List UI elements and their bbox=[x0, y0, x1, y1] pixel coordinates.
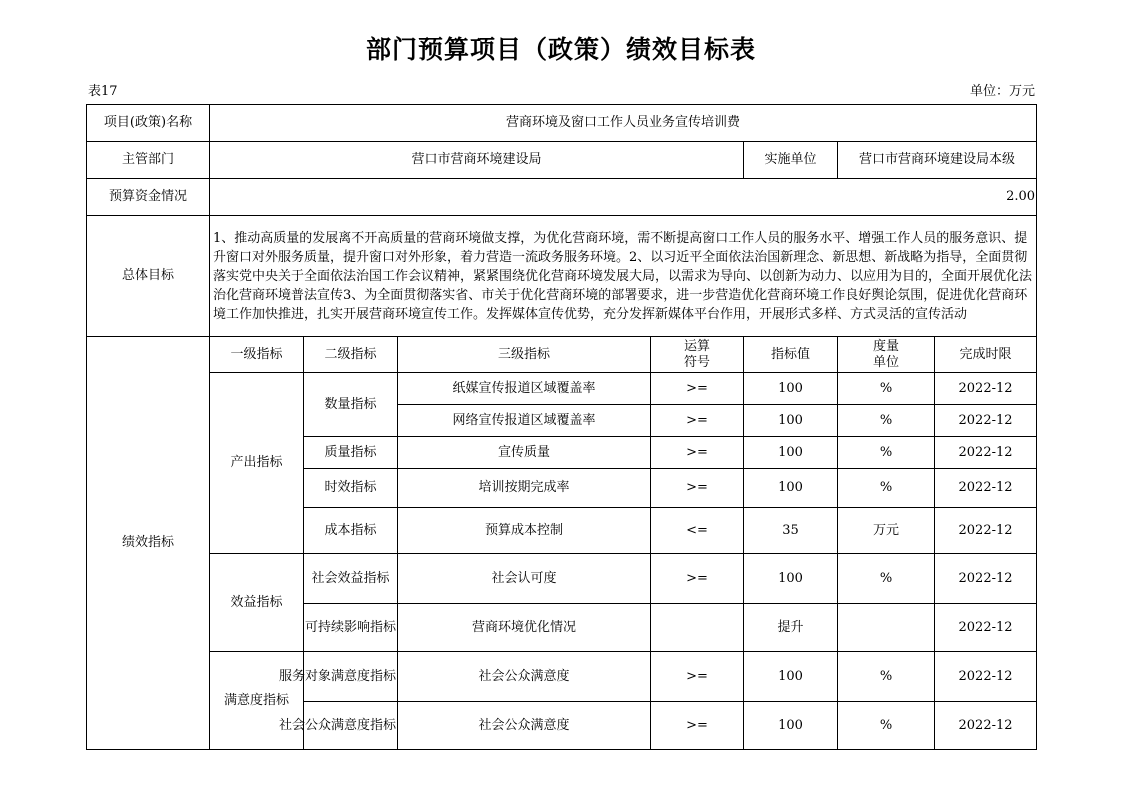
operator-cell: >= bbox=[651, 652, 744, 702]
subgroup-quality: 质量指标 bbox=[304, 437, 398, 469]
deadline-cell: 2022-12 bbox=[935, 508, 1037, 554]
deadline-cell: 2022-12 bbox=[935, 702, 1037, 750]
implementing-unit-label: 实施单位 bbox=[744, 142, 838, 179]
header-value: 指标值 bbox=[744, 337, 838, 373]
operator-cell: >= bbox=[651, 373, 744, 405]
unit-cell: % bbox=[838, 405, 935, 437]
subgroup-social-benefit: 社会效益指标 bbox=[304, 554, 398, 604]
level3-cell: 纸媒宣传报道区域覆盖率 bbox=[398, 373, 651, 405]
budget-label: 预算资金情况 bbox=[87, 179, 210, 216]
level3-cell: 宣传质量 bbox=[398, 437, 651, 469]
level3-cell: 社会公众满意度 bbox=[398, 702, 651, 750]
header-operator: 运算 符号 bbox=[651, 337, 744, 373]
level3-cell: 社会公众满意度 bbox=[398, 652, 651, 702]
value-cell: 100 bbox=[744, 652, 838, 702]
value-cell: 100 bbox=[744, 554, 838, 604]
operator-cell bbox=[651, 604, 744, 652]
subgroup-service-satisfaction-text: 服务对象满意度指标 bbox=[278, 668, 396, 684]
level3-cell: 营商环境优化情况 bbox=[398, 604, 651, 652]
subgroup-service-satisfaction bbox=[278, 652, 398, 702]
header-unit: 度量 单位 bbox=[838, 337, 935, 373]
value-cell: 100 bbox=[744, 437, 838, 469]
deadline-cell: 2022-12 bbox=[935, 405, 1037, 437]
value-cell: 100 bbox=[744, 405, 838, 437]
operator-cell: >= bbox=[651, 437, 744, 469]
header-deadline: 完成时限 bbox=[935, 337, 1037, 373]
table-row bbox=[87, 554, 1037, 604]
level3-cell: 网络宣传报道区域覆盖率 bbox=[398, 405, 651, 437]
deadline-cell: 2022-12 bbox=[935, 604, 1037, 652]
project-name-value: 营商环境及窗口工作人员业务宣传培训费 bbox=[210, 105, 1037, 142]
unit-cell bbox=[838, 604, 935, 652]
value-cell: 提升 bbox=[744, 604, 838, 652]
value-cell: 35 bbox=[744, 508, 838, 554]
performance-target-table bbox=[86, 104, 1037, 750]
unit-cell: % bbox=[838, 373, 935, 405]
group-benefit: 效益指标 bbox=[210, 554, 304, 652]
group-output: 产出指标 bbox=[210, 373, 304, 554]
subgroup-public-satisfaction bbox=[278, 702, 398, 750]
level3-cell: 预算成本控制 bbox=[398, 508, 651, 554]
page-title: 部门预算项目（政策）绩效目标表 bbox=[365, 35, 756, 64]
deadline-cell: 2022-12 bbox=[935, 437, 1037, 469]
unit-cell: % bbox=[838, 702, 935, 750]
department-value: 营口市营商环境建设局 bbox=[210, 142, 744, 179]
table-row bbox=[87, 652, 1037, 702]
unit-cell: % bbox=[838, 437, 935, 469]
operator-cell: <= bbox=[651, 508, 744, 554]
department-label: 主管部门 bbox=[87, 142, 210, 179]
operator-cell: >= bbox=[651, 702, 744, 750]
table-number: 表17 bbox=[88, 84, 118, 99]
budget-row bbox=[87, 179, 1037, 216]
project-name-label: 项目(政策)名称 bbox=[87, 105, 210, 142]
overall-goal-row bbox=[87, 216, 1037, 337]
budget-value: 2.00 bbox=[210, 179, 1037, 216]
value-cell: 100 bbox=[744, 373, 838, 405]
overall-goal-label: 总体目标 bbox=[87, 216, 210, 337]
header-level2: 二级指标 bbox=[304, 337, 398, 373]
performance-indicator-label: 绩效指标 bbox=[87, 337, 210, 750]
project-name-row bbox=[87, 105, 1037, 142]
overall-goal-text: 1、推动高质量的发展离不开高质量的营商环境做支撑，为优化营商环境，需不断提高窗口工作人员的服务水平、增强工作人员的服务意识、提升窗口对外服务质量，提升窗口对外形象，着力营造一流政务服务环境。2、以习近平全面依法治国新理念、新思想、新战略为指导，全面贯彻落实党中央关于全面依法治国工作会议精神，紧紧围绕优化营商环境发展大局，以需求为导向、以创新为动力、以应用为目的，全面开展优化法治化营商环境普法宣传3、为全面贯彻落实省、市关于优化营商环境的部署要求，进一步营造优化营商环境工作良好舆论氛围，促进优化营商环境工作加快推进，扎实开展营商环境宣传工作。发挥媒体宣传优势，充分发挥新媒体平台作用，开展形式多样、方式灵活的宣传活动 bbox=[210, 216, 1037, 337]
subgroup-cost: 成本指标 bbox=[304, 508, 398, 554]
header-level1: 一级指标 bbox=[210, 337, 304, 373]
deadline-cell: 2022-12 bbox=[935, 373, 1037, 405]
subgroup-timeliness: 时效指标 bbox=[304, 469, 398, 508]
value-cell: 100 bbox=[744, 702, 838, 750]
unit-label: 单位：万元 bbox=[969, 84, 1035, 99]
deadline-cell: 2022-12 bbox=[935, 469, 1037, 508]
implementing-unit-value: 营口市营商环境建设局本级 bbox=[838, 142, 1037, 179]
header-level3: 三级指标 bbox=[398, 337, 651, 373]
operator-cell: >= bbox=[651, 554, 744, 604]
unit-cell: 万元 bbox=[838, 508, 935, 554]
table-row bbox=[87, 373, 1037, 405]
subgroup-quantity: 数量指标 bbox=[304, 373, 398, 437]
group-satisfaction: 满意度指标 bbox=[210, 652, 304, 750]
deadline-cell: 2022-12 bbox=[935, 554, 1037, 604]
operator-cell: >= bbox=[651, 469, 744, 508]
subgroup-public-satisfaction-text: 社会公众满意度指标 bbox=[278, 717, 396, 733]
deadline-cell: 2022-12 bbox=[935, 652, 1037, 702]
operator-cell: >= bbox=[651, 405, 744, 437]
subgroup-sustainability: 可持续影响指标 bbox=[304, 604, 398, 652]
indicator-header-row bbox=[87, 337, 1037, 373]
unit-cell: % bbox=[838, 652, 935, 702]
level3-cell: 社会认可度 bbox=[398, 554, 651, 604]
unit-cell: % bbox=[838, 554, 935, 604]
value-cell: 100 bbox=[744, 469, 838, 508]
unit-cell: % bbox=[838, 469, 935, 508]
level3-cell: 培训按期完成率 bbox=[398, 469, 651, 508]
department-row bbox=[87, 142, 1037, 179]
